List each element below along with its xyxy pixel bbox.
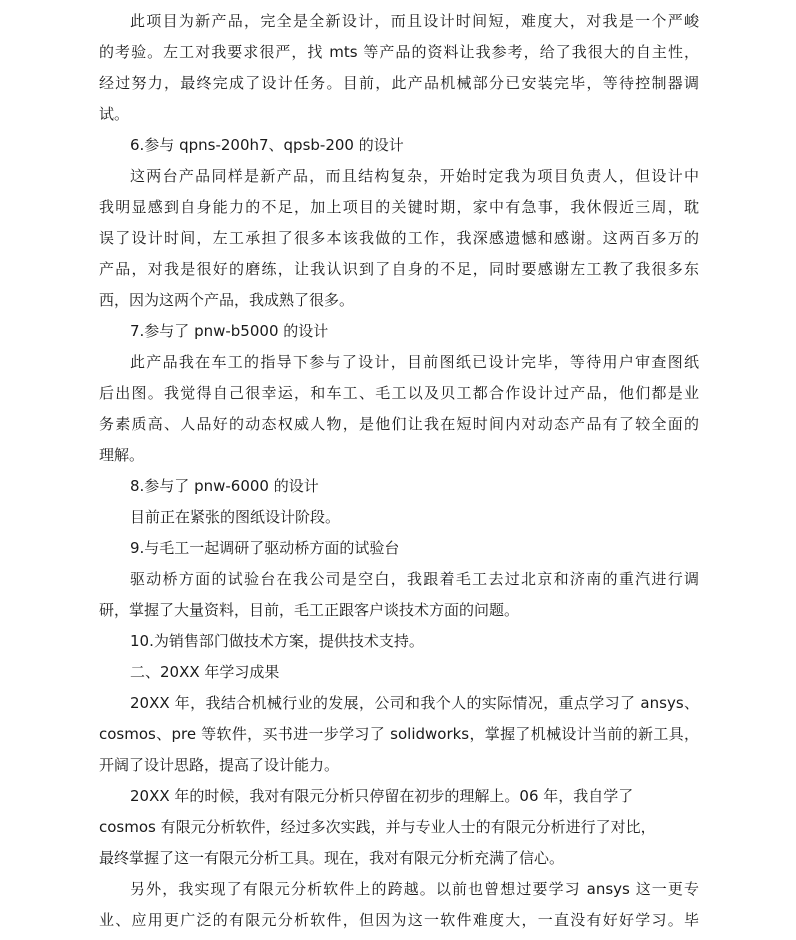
text-line: 二、20XX 年学习成果 [130, 663, 280, 681]
text-line: 西，因为这两个产品，我成熟了很多。 [99, 291, 355, 309]
text-line: 产品，对我是很好的磨练，让我认识到了自身的不足，同时要感谢左工教了我很多东 [99, 260, 699, 278]
text-line: 20XX 年，我结合机械行业的发展，公司和我个人的实际情况，重点学习了 ansys、 [130, 694, 699, 712]
text-line: 10.为销售部门做技术方案，提供技术支持。 [130, 632, 424, 650]
document-body [99, 6, 699, 936]
text-line: 经过努力，最终完成了设计任务。目前，此产品机械部分已安装完毕，等待控制器调 [99, 74, 699, 92]
text-line: 试。 [99, 105, 130, 123]
text-line: 驱动桥方面的试验台在我公司是空白，我跟着毛工去过北京和济南的重汽进行调 [130, 570, 699, 588]
text-line: 8.参与了 pnw-6000 的设计 [130, 477, 319, 495]
text-line: 开阔了设计思路，提高了设计能力。 [99, 756, 340, 774]
text-line: 此产品我在车工的指导下参与了设计，目前图纸已设计完毕，等待用户审查图纸 [130, 353, 699, 371]
text-line: 理解。 [99, 446, 145, 464]
text-line: 误了设计时间，左工承担了很多本该我做的工作，我深感遗憾和感谢。这两百多万的 [99, 229, 699, 247]
text-line: 7.参与了 pnw-b5000 的设计 [130, 322, 329, 340]
text-line: 我明显感到自身能力的不足，加上项目的关键时期，家中有急事，我休假近三周，耽 [99, 198, 699, 216]
text-line: 此项目为新产品，完全是全新设计，而且设计时间短，难度大，对我是一个严峻 [130, 12, 699, 30]
text-line: 研，掌握了大量资料，目前，毛工正跟客户谈技术方面的问题。 [99, 601, 520, 619]
text-line: 9.与毛工一起调研了驱动桥方面的试验台 [130, 539, 400, 557]
text-line: 业、应用更广泛的有限元分析软件，但因为这一软件难度大，一直没有好好学习。毕 [99, 911, 699, 929]
text-line: 最终掌握了这一有限元分析工具。现在，我对有限元分析充满了信心。 [99, 849, 565, 867]
text-line: cosmos 有限元分析软件，经过多次实践，并与专业人士的有限元分析进行了对比， [99, 818, 656, 836]
text-line: 另外，我实现了有限元分析软件上的跨越。以前也曾想过要学习 ansys 这一更专 [130, 880, 699, 898]
text-line: 6.参与 qpns-200h7、qpsb-200 的设计 [130, 136, 404, 154]
text-line: 目前正在紧张的图纸设计阶段。 [130, 508, 341, 526]
text-line: cosmos、pre 等软件，买书进一步学习了 solidworks，掌握了机械设计当前的新工具， [99, 725, 699, 743]
text-line: 的考验。左工对我要求很严，找 mts 等产品的资料让我参考，给了我很大的自主性， [99, 43, 699, 61]
text-line: 20XX 年的时候，我对有限元分析只停留在初步的理解上。06 年，我自学了 [130, 787, 634, 805]
text-line: 这两台产品同样是新产品，而且结构复杂，开始时定我为项目负责人，但设计中 [130, 167, 699, 185]
text-line: 务素质高、人品好的动态权威人物，是他们让我在短时间内对动态产品有了较全面的 [99, 415, 699, 433]
text-line: 后出图。我觉得自己很幸运，和车工、毛工以及贝工都合作设计过产品，他们都是业 [99, 384, 699, 402]
